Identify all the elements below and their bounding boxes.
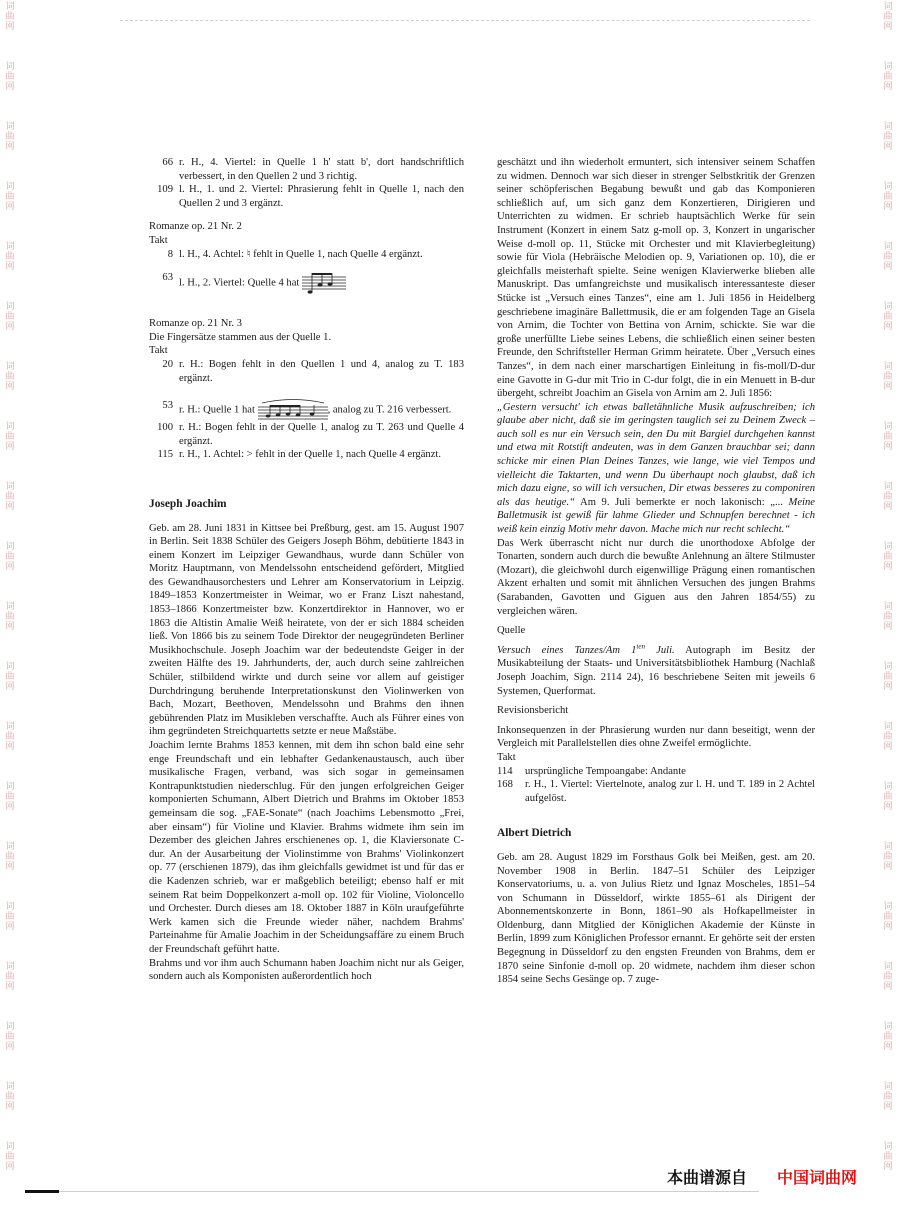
watermark-glyph: 曲 (5, 852, 15, 862)
watermark-glyph: 曲 (883, 1152, 893, 1162)
watermark-glyph-stack (881, 962, 895, 992)
watermark-glyph-stack (3, 122, 17, 152)
note-entry (149, 399, 464, 421)
watermark-glyph: 词 (5, 842, 15, 852)
bar-number: 20 (162, 358, 173, 370)
paragraph: Das Werk überrascht nicht nur durch die unorthodoxe Abfolge der Tonarten, sondern auch durch die bewußte Anlehnung an ältere Stilmuster (Mozart), die gleichwohl durch eigenwillige Prägung einen romantischen Akzent erhalten und somit mit ähnlichen Versuchen des jungen Brahms (Sarabanden, Gavotten und Giguen aus den Jahren 1854/55) zu vergleichen wären. (497, 537, 815, 617)
watermark-glyph: 词 (883, 602, 893, 612)
note-entry (149, 448, 464, 462)
watermark-glyph: 词 (5, 422, 15, 432)
watermark-glyph: 曲 (5, 672, 15, 682)
watermark-glyph: 曲 (5, 372, 15, 382)
note-entry (149, 358, 464, 385)
note-text: r. H.: Bogen fehlt in der Quelle 1, analog zu T. 263 und Quelle 4 ergänzt. (179, 422, 464, 447)
watermark-glyph: 词 (5, 1082, 15, 1092)
watermark-glyph: 曲 (883, 792, 893, 802)
watermark-glyph: 网 (883, 742, 893, 752)
bar-number: 168 (497, 779, 513, 791)
section-title-romanze-3: Romanze op. 21 Nr. 3 (149, 318, 242, 330)
watermark-glyph: 曲 (883, 132, 893, 142)
watermark-glyph: 曲 (5, 432, 15, 442)
note-text: r. H., 1. Achtel: > fehlt in der Quelle 1, nach Quelle 4 ergänzt. (179, 449, 442, 461)
watermark-glyph: 曲 (5, 912, 15, 922)
watermark-glyph: 网 (5, 142, 15, 152)
watermark-glyph-stack (3, 602, 17, 632)
footer-source-label: 本曲谱源自 (667, 1168, 748, 1187)
watermark-glyph: 曲 (5, 972, 15, 982)
watermark-glyph: 网 (883, 22, 893, 32)
watermark-glyph: 词 (5, 242, 15, 252)
watermark-glyph: 曲 (883, 852, 893, 862)
watermark-glyph: 词 (5, 962, 15, 972)
watermark-glyph: 网 (883, 82, 893, 92)
watermark-glyph-stack (3, 722, 17, 752)
takt-label: Takt (149, 234, 168, 246)
watermark-glyph: 曲 (5, 72, 15, 82)
watermark-glyph-stack (3, 782, 17, 812)
takt-label: Takt (149, 345, 168, 357)
watermark-glyph: 词 (5, 302, 15, 312)
watermark-glyph: 词 (883, 242, 893, 252)
watermark-glyph: 曲 (883, 372, 893, 382)
watermark-glyph: 网 (5, 802, 15, 812)
watermark-glyph: 曲 (5, 252, 15, 262)
watermark-glyph: 词 (883, 782, 893, 792)
watermark-glyph: 网 (883, 202, 893, 212)
watermark-glyph: 曲 (5, 1092, 15, 1102)
footer-thin-rule (59, 1191, 759, 1192)
watermark-glyph-stack (3, 542, 17, 572)
watermark-glyph: 词 (883, 302, 893, 312)
watermark-glyph: 曲 (883, 312, 893, 322)
watermark-glyph: 网 (5, 1102, 15, 1112)
watermark-glyph: 曲 (883, 672, 893, 682)
watermark-glyph: 网 (883, 382, 893, 392)
watermark-glyph: 网 (883, 502, 893, 512)
note-text: l. H., 4. Achtel: ♮ fehlt in Quelle 1, nach Quelle 4 ergänzt. (179, 248, 423, 260)
watermark-glyph: 曲 (883, 252, 893, 262)
quote-paragraph (497, 401, 815, 537)
watermark-glyph: 词 (5, 2, 15, 12)
watermark-glyph-stack (881, 782, 895, 812)
note-text: r. H.: Bogen fehlt in den Quellen 1 und 4, analog zu T. 183 ergänzt. (179, 358, 464, 384)
note-text: r. H.: Quelle 1 hat (179, 404, 255, 416)
watermark-glyph: 曲 (5, 12, 15, 22)
watermark-glyph: 词 (5, 1022, 15, 1032)
watermark-glyph: 词 (5, 722, 15, 732)
watermark-glyph-stack (3, 1022, 17, 1052)
watermark-glyph: 网 (883, 1042, 893, 1052)
watermark-glyph: 曲 (5, 792, 15, 802)
watermark-glyph-stack (881, 722, 895, 752)
watermark-glyph-stack (881, 1022, 895, 1052)
watermark-glyph: 网 (5, 922, 15, 932)
watermark-glyph: 网 (883, 922, 893, 932)
watermark-glyph-stack (3, 902, 17, 932)
bar-number: 115 (157, 449, 173, 461)
watermark-glyph: 曲 (883, 912, 893, 922)
watermark-glyph: 词 (883, 1022, 893, 1032)
watermark-glyph-stack (3, 422, 17, 452)
watermark-glyph-stack (3, 302, 17, 332)
watermark-glyph: 网 (883, 322, 893, 332)
watermark-glyph: 词 (883, 482, 893, 492)
note-text: r. H., 4. Viertel: in Quelle 1 h' statt b', dort handschriftlich verbessert, in den Quellen 2 und 3 richtig. (179, 157, 464, 182)
watermark-glyph-stack (881, 362, 895, 392)
watermark-glyph-stack (881, 242, 895, 272)
watermark-glyph: 网 (883, 442, 893, 452)
note-text: l. H., 1. und 2. Viertel: Phrasierung fehlt in Quelle 1, nach den Quellen 2 und 3 ergänzt. (179, 184, 464, 209)
watermark-glyph: 网 (5, 862, 15, 872)
watermark-glyph: 曲 (883, 732, 893, 742)
watermark-glyph-stack (881, 62, 895, 92)
watermark-glyph: 词 (883, 722, 893, 732)
source-text: Autograph im Besitz der Musikabteilung der Staats- und Universitätsbibliothek Hamburg (Nachlaß Joseph Joachim, Sign. 2114 24), 16 beschriebene Seiten mit jeweils 6 Systemen, Querformat. (497, 644, 815, 697)
watermark-glyph: 词 (883, 662, 893, 672)
watermark-glyph: 词 (883, 2, 893, 12)
note-entry (149, 156, 464, 183)
watermark-glyph-stack (3, 662, 17, 692)
quelle-label: Quelle (497, 625, 526, 637)
section-title-romanze-2: Romanze op. 21 Nr. 2 (149, 221, 242, 233)
watermark-glyph: 网 (5, 1162, 15, 1172)
watermark-glyph: 词 (883, 1082, 893, 1092)
source-title: Versuch eines Tanzes/Am 1 (497, 644, 637, 656)
watermark-glyph: 词 (883, 62, 893, 72)
quote: „Gestern versucht' ich etwas balletähnliche Musik aufzuschreiben; ich glaube aber nicht, daß sie im geringsten tauglich sei zu Deinem Zweck – auch soll es nur ein Versuch sein, den Du mit Bargiel durchgehen kannst und etwa mit Rotstift andeuten, was in dem Ganzen brauchbar sei; dann schicke mir einen Plan Deines Tanzes, wie lange, wie viel Tempos und vielleicht die Taktarten, und wenn Du überhaupt noch glaubst, daß ich mich dazu eigne, so will ich versuchen, Dir etwas besseres zu componiren als das heutige.“ (497, 401, 815, 508)
quote-tail: Am 9. Juli bemerkte er noch lakonisch: „... (575, 496, 789, 508)
watermark-glyph: 曲 (883, 432, 893, 442)
note-entry (149, 248, 464, 262)
watermark-glyph-stack (881, 662, 895, 692)
watermark-glyph: 词 (5, 782, 15, 792)
watermark-glyph-stack (3, 1082, 17, 1112)
music-notation-icon (302, 271, 346, 295)
watermark-glyph: 曲 (5, 1152, 15, 1162)
bar-number: 114 (497, 765, 513, 777)
watermark-glyph: 曲 (883, 972, 893, 982)
paragraph: Joachim lernte Brahms 1853 kennen, mit dem ihn schon bald eine sehr enge Freundschaft und ein lebhafter Gedankenaustausch, auch über musikalische Fragen, verband, was sich sogar in gemeinsamen Kontrapunktstudien niederschlug. Für den jungen erfolgreichen Geiger komponierten Schumann, Albert Dietrich und Brahms im Oktober 1853 gemeinsam die sog. „FAE-Sonate“ (nach Joachims Lebensmotto „Frei, aber einsam“) für Violine und Klavier. Brahms widmete ihm sein im Dezember des gleichen Jahres erschienenes op. 1, die Klaviersonate C-dur. An der Ausarbeitung der Violinstimme von Brahms' Violinkonzert op. 77 (erschienen 1879), das ihm gleichfalls gewidmet ist und für das er die Kadenzen schrieb, war er maßgeblich beteiligt; ebenso half er mit seinem Rat beim Doppelkonzert a-moll op. 102 für Violine, Violoncello und Orchester. Durch dieses am 18. Oktober 1887 in Köln uraufgeführte Werk kamen sich die Freunde wieder näher, nachdem Brahms' Parteinahme für Amalie Joachim in der Scheidungsaffäre zu einem Bruch der Freundschaft geführt hatte. (149, 740, 464, 955)
watermark-glyph: 网 (883, 982, 893, 992)
watermark-glyph: 网 (5, 322, 15, 332)
watermark-glyph-stack (3, 1142, 17, 1172)
watermark-glyph: 曲 (5, 612, 15, 622)
bar-number: 100 (157, 422, 173, 434)
watermark-glyph-stack (3, 2, 17, 32)
watermark-glyph: 网 (883, 562, 893, 572)
note-text: l. H., 2. Viertel: Quelle 4 hat (179, 277, 300, 289)
watermark-glyph: 网 (5, 502, 15, 512)
note-entry (149, 421, 464, 448)
watermark-glyph: 网 (883, 262, 893, 272)
watermark-glyph: 词 (5, 482, 15, 492)
watermark-glyph: 网 (5, 22, 15, 32)
watermark-glyph-stack (881, 542, 895, 572)
revision-label: Revisionsbericht (497, 705, 569, 717)
watermark-glyph-stack (881, 182, 895, 212)
watermark-glyph: 词 (883, 1142, 893, 1152)
watermark-glyph: 曲 (883, 1092, 893, 1102)
watermark-glyph-stack (881, 1142, 895, 1172)
note-entry (149, 271, 464, 295)
footer-rule (25, 1190, 59, 1193)
heading-albert-dietrich: Albert Dietrich (497, 827, 572, 840)
watermark-glyph-stack (3, 362, 17, 392)
watermark-glyph: 词 (5, 902, 15, 912)
watermark-glyph: 曲 (883, 12, 893, 22)
watermark-glyph-stack (881, 302, 895, 332)
watermark-glyph: 曲 (5, 192, 15, 202)
watermark-glyph: 网 (5, 82, 15, 92)
watermark-glyph: 网 (5, 262, 15, 272)
footer-site-link[interactable]: 中国词曲网 (777, 1168, 858, 1187)
watermark-glyph: 网 (5, 682, 15, 692)
paragraph: Inkonsequenzen in der Phrasierung wurden nur dann beseitigt, wenn der Vergleich mit Parallelstellen dies ohne Zweifel ermöglichte. (497, 724, 815, 750)
watermark-glyph: 网 (883, 1102, 893, 1112)
music-notation-icon (258, 399, 328, 421)
paragraph: Brahms und vor ihm auch Schumann haben Joachim nicht nur als Geiger, sondern auch als Komponisten außerordentlich hoch (149, 957, 464, 983)
watermark-glyph: 曲 (883, 492, 893, 502)
watermark-glyph: 曲 (5, 132, 15, 142)
bar-number: 53 (162, 400, 173, 412)
watermark-glyph: 词 (883, 542, 893, 552)
note-entry (497, 765, 815, 779)
takt-label: Takt (497, 751, 516, 763)
note-entry (149, 183, 464, 210)
watermark-glyph: 网 (5, 382, 15, 392)
source-paragraph (497, 644, 815, 698)
watermark-glyph: 曲 (883, 72, 893, 82)
watermark-glyph-stack (3, 182, 17, 212)
watermark-glyph: 曲 (883, 1032, 893, 1042)
note-text: , analog zu T. 216 verbessert. (327, 404, 452, 416)
watermark-glyph: 词 (5, 182, 15, 192)
watermark-glyph: 词 (5, 362, 15, 372)
right-column (497, 156, 815, 987)
note-text: r. H., 1. Viertel: Viertelnote, analog zur l. H. und T. 189 in 2 Achtel aufgelöst. (525, 779, 815, 804)
watermark-glyph: 曲 (883, 192, 893, 202)
watermark-glyph-stack (881, 1082, 895, 1112)
watermark-glyph: 网 (883, 1162, 893, 1172)
watermark-glyph-stack (881, 122, 895, 152)
watermark-glyph: 网 (5, 1042, 15, 1052)
watermark-glyph-stack (881, 482, 895, 512)
watermark-glyph: 网 (5, 742, 15, 752)
note-text: ursprüngliche Tempoangabe: Andante (525, 765, 686, 777)
watermark-glyph: 词 (883, 842, 893, 852)
watermark-glyph: 网 (5, 622, 15, 632)
watermark-glyph: 网 (5, 442, 15, 452)
watermark-glyph: 网 (5, 562, 15, 572)
watermark-glyph: 曲 (883, 612, 893, 622)
paragraph: geschätzt und ihn wiederholt ermuntert, sich intensiver seinem Schaffen zu widmen. Dennoch war sich dieser in strenger Selbstkritik der Grenzen seiner schöpferischen Begabung bewußt und gab das Komponieren schließlich auf, um sich ganz dem Konzertieren, Dirigieren und Unterrichten zu widmen. Er schrieb hauptsächlich Werke für sein Instrument (Konzert in einem Satz g-moll op. 3, Konzert in ungarischer Weise d-moll op. 11, Stücke mit Orchester und mit Klavierbegleitung) sowie für Viola (Hebräische Melodien op. 9, Variationen op. 10), die er gleichfalls meisterhaft spielte. Seine wenigen Klavierwerke blieben alle Manuskript. Das umfangreichste und musikalisch interessanteste dieser Stücke ist „Versuch eines Tanzes“, eine am 1. Juli 1856 in Heidelberg geschriebene imaginäre Ballettmusik, die er am folgenden Tage an Gisela von Arnim, die Tochter von Bettina von Arnim, schickte. Sie war die große unerfüllte Liebe seines Lebens, die schließlich einen seiner besten Freunde, den Schriftsteller Herman Grimm heiratete. Über „Versuch eines Tanzes“, in dem nach einer marschartigen Einleitung in fis-moll/D-dur eine Gavotte in G-dur mit Trio in C-dur folgt, die in ein Menuett in B-dur übergeht, schreibt Joachim an Gisela von Arnim am 2. Juli 1856: (497, 157, 815, 400)
paragraph: Geb. am 28. August 1829 im Forsthaus Golk bei Meißen, gest. am 20. November 1908 in Berlin. 1847–51 Schüler des Leipziger Konservatoriums, u. a. von Julius Rietz und Ignaz Moscheles, 1851–54 von Schumann in Düsseldorf, wirkte 1855–61 als Dirigent der Abonnementskonzerte in Bonn, 1861–90 als Hofkapellmeister in Oldenburg, dann Mitglied der Königlichen Akademie der Künste in Berlin, 1899 zum Königlichen Professor ernannt. Er gehörte seit der ersten Begegnung in Düsseldorf zu den engsten Freunden von Brahms, dem er 1870 seine Sinfonie d-moll op. 20 widmete, nachdem ihm dieser schon 1854 seine Sechs Gesänge op. 7 zuge- (497, 851, 815, 986)
watermark-glyph: 曲 (5, 312, 15, 322)
bar-number: 109 (157, 184, 173, 196)
watermark-glyph: 词 (883, 422, 893, 432)
watermark-glyph: 曲 (5, 492, 15, 502)
left-column (149, 156, 464, 984)
watermark-glyph: 词 (883, 182, 893, 192)
watermark-glyph: 网 (883, 862, 893, 872)
watermark-glyph-stack (881, 902, 895, 932)
watermark-glyph: 网 (883, 802, 893, 812)
watermark-glyph-stack (881, 2, 895, 32)
watermark-glyph-stack (3, 242, 17, 272)
watermark-glyph: 网 (5, 202, 15, 212)
bar-number: 8 (167, 248, 173, 260)
watermark-glyph-stack (3, 62, 17, 92)
bar-number: 63 (162, 272, 173, 284)
watermark-glyph-stack (3, 962, 17, 992)
watermark-glyph-stack (3, 842, 17, 872)
watermark-glyph: 词 (5, 62, 15, 72)
watermark-glyph: 网 (883, 682, 893, 692)
watermark-glyph: 词 (5, 602, 15, 612)
watermark-glyph: 词 (5, 662, 15, 672)
watermark-glyph: 词 (5, 1142, 15, 1152)
bar-number: 66 (162, 157, 173, 168)
watermark-glyph: 词 (883, 362, 893, 372)
quote: Meine Balletmusik ist gewiß für lahme Glieder und Schnupfen berechnet - ich weiß kein einzig Motiv mehr davon. Mache mich nur recht schlecht.“ (497, 496, 815, 536)
watermark-glyph-stack (881, 422, 895, 452)
watermark-glyph-stack (881, 842, 895, 872)
watermark-glyph: 曲 (5, 1032, 15, 1042)
watermark-glyph: 网 (883, 622, 893, 632)
source-title-sup: ten (636, 642, 646, 651)
watermark-glyph: 网 (5, 982, 15, 992)
watermark-glyph: 词 (5, 122, 15, 132)
fingering-note: Die Fingersätze stammen aus der Quelle 1. (149, 331, 332, 343)
watermark-glyph-stack (881, 602, 895, 632)
source-title: Juli. (645, 644, 675, 656)
watermark-glyph: 词 (883, 962, 893, 972)
watermark-glyph: 词 (883, 122, 893, 132)
watermark-glyph: 曲 (5, 552, 15, 562)
watermark-glyph: 词 (883, 902, 893, 912)
watermark-glyph: 曲 (883, 552, 893, 562)
paragraph: Geb. am 28. Juni 1831 in Kittsee bei Preßburg, gest. am 15. August 1907 in Berlin. Seit 1838 Schüler des Geigers Joseph Böhm, debütierte 1843 in einem Konzert im Leipziger Gewandhaus, wurde dann Schüler von Moritz Hauptmann, von Mendelssohn entscheidend gefördert, Mitglied des Gewandhausorchesters und Lehrer am Konservatorium in Leipzig. 1849–1853 Konzertmeister in Weimar, wo er Franz Liszt nahestand, 1853–1866 Konzertmeister bzw. Konzertdirektor in Hannover, wo er 1863 die Altistin Amalie Weiß heiratete, von der er sich 1884 scheiden ließ. Von 1866 bis zu seinem Tode Direktor der neugegründeten Berliner Musikhochschule. Joseph Joachim war der bedeutendste Geiger in der zweiten Hälfte des 19. Jahrhunderts, der, auch durch seine zahlreichen Schüler, stilbildend wirkte und durch seine vor allem auf geistiger Durchdringung beruhende Interpretationskunst den Violinwerken von Bach, Mozart, Beethoven, Mendelssohn und Brahms den ihnen gebührenden Platz im Musikleben verschaffte. Auch als Führer eines von ihm gegründeten Streichquartetts setzte er neue Maßstäbe. (149, 522, 464, 738)
note-entry (497, 778, 815, 805)
watermark-glyph-stack (3, 482, 17, 512)
watermark-glyph: 曲 (5, 732, 15, 742)
watermark-glyph: 词 (5, 542, 15, 552)
watermark-glyph: 网 (883, 142, 893, 152)
heading-joseph-joachim: Joseph Joachim (149, 497, 227, 510)
top-dashed-rule (120, 20, 810, 21)
